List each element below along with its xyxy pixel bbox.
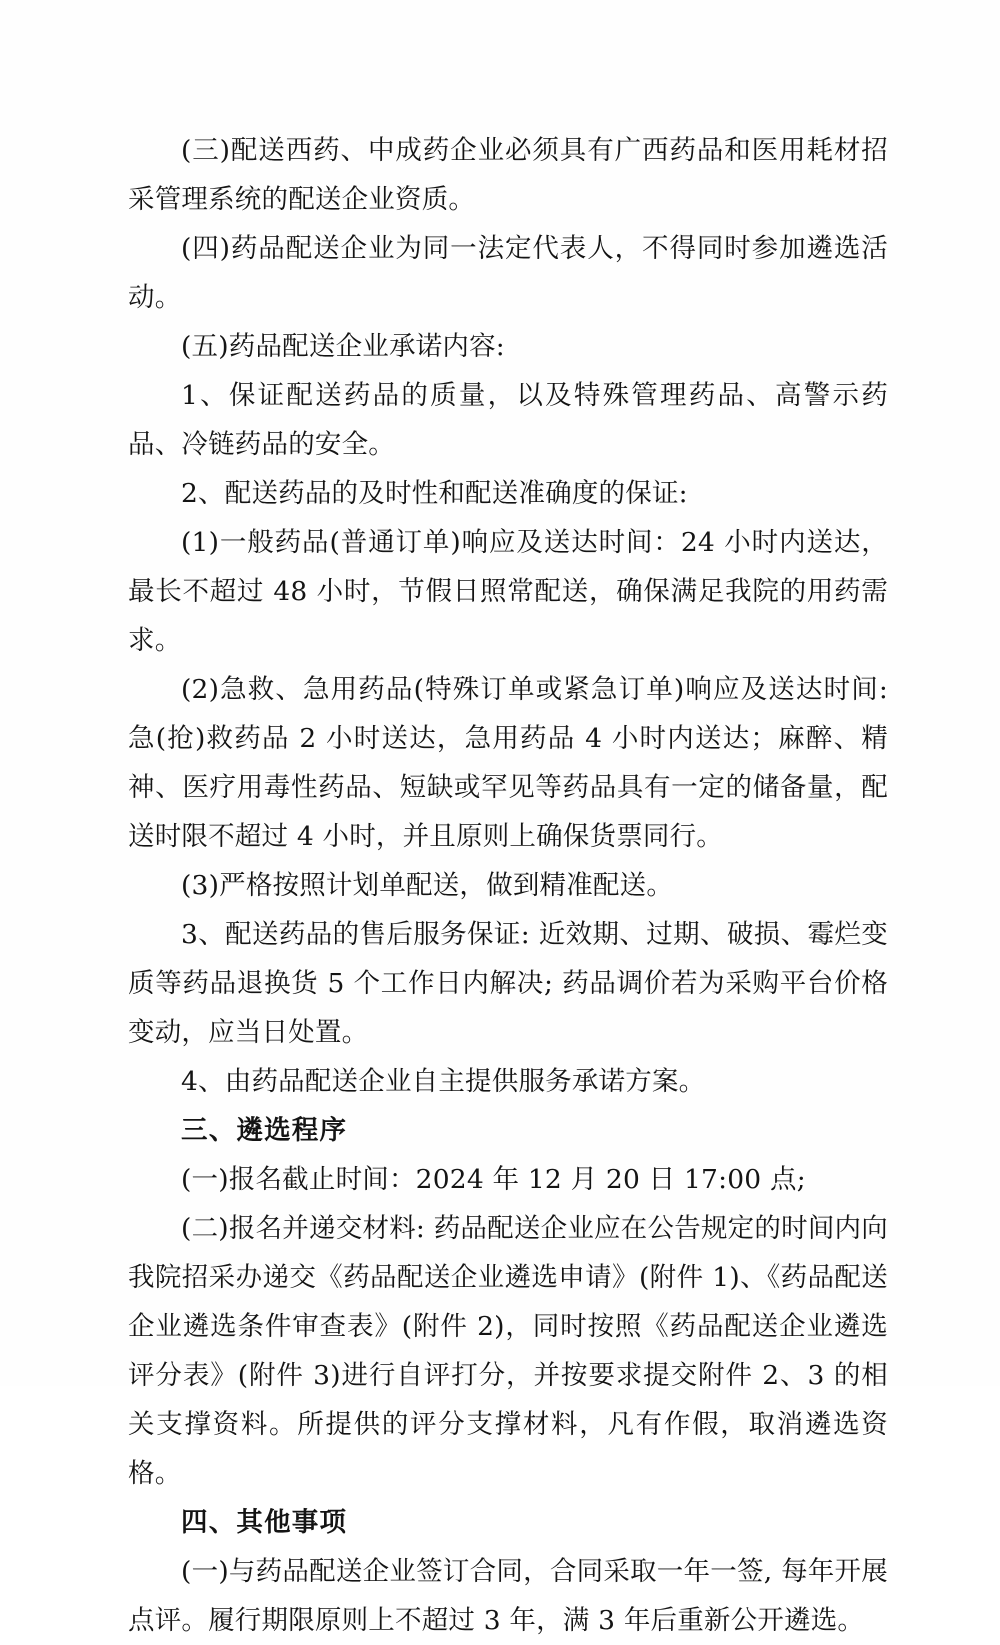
paragraph-commitment-4: 4、由药品配送企业自主提供服务承诺方案。 (181, 1066, 706, 1097)
paragraph-commitment-3: 3、配送药品的售后服务保证: 近效期、过期、破损、霉烂变质等药品退换货 5 个工作日内解决; 药品调价若为采购平台价格变动，应当日处置。 (128, 919, 888, 1048)
paragraph-commitment-2-1: (1)一般药品(普通订单)响应及送达时间：24 小时内送达，最长不超过 48 小时，节假日照常配送，确保满足我院的用药需求。 (128, 527, 888, 656)
heading-other-matters: 四、其他事项 (181, 1507, 348, 1538)
paragraph-section-four-item: (四)药品配送企业为同一法定代表人，不得同时参加遴选活动。 (128, 233, 888, 313)
paragraph-procedure-2: (二)报名并递交材料: 药品配送企业应在公告规定的时间内向我院招采办递交《药品配送企业遴选申请》(附件 1)、《药品配送企业遴选条件审查表》(附件 2)，同时按照《药品配送企业遴选评分表》(附件 3)进行自评打分，并按要求提交附件 2、3 的相关支撑资料。所提供的评分支撑材料，凡有作假，取消遴选资格。 (128, 1213, 888, 1489)
paragraph-commitment-2-3: (3)严格按照计划单配送，做到精准配送。 (181, 870, 674, 901)
paragraph-section-three-item: (三)配送西药、中成药企业必须具有广西药品和医用耗材招采管理系统的配送企业资质。 (128, 135, 888, 215)
paragraph-section-five-item: (五)药品配送企业承诺内容: (181, 331, 505, 362)
heading-selection-procedure: 三、遴选程序 (181, 1115, 348, 1146)
paragraph-other-1: (一)与药品配送企业签订合同，合同采取一年一签, 每年开展点评。履行期限原则上不超过 3 年，满 3 年后重新公开遴选。 (128, 1556, 888, 1636)
paragraph-commitment-2: 2、配送药品的及时性和配送准确度的保证: (181, 478, 688, 509)
paragraph-commitment-2-2: (2)急救、急用药品(特殊订单或紧急订单)响应及送达时间: 急(抢)救药品 2 小时送达，急用药品 4 小时内送达；麻醉、精神、医疗用毒性药品、短缺或罕见等药品具有一定的储备量，配送时限不超过 4 小时，并且原则上确保货票同行。 (128, 674, 888, 852)
document-body (128, 126, 888, 1645)
paragraph-procedure-1: (一)报名截止时间：2024 年 12 月 20 日 17:00 点; (181, 1164, 806, 1195)
paragraph-commitment-1: 1、保证配送药品的质量，以及特殊管理药品、高警示药品、冷链药品的安全。 (128, 380, 888, 460)
